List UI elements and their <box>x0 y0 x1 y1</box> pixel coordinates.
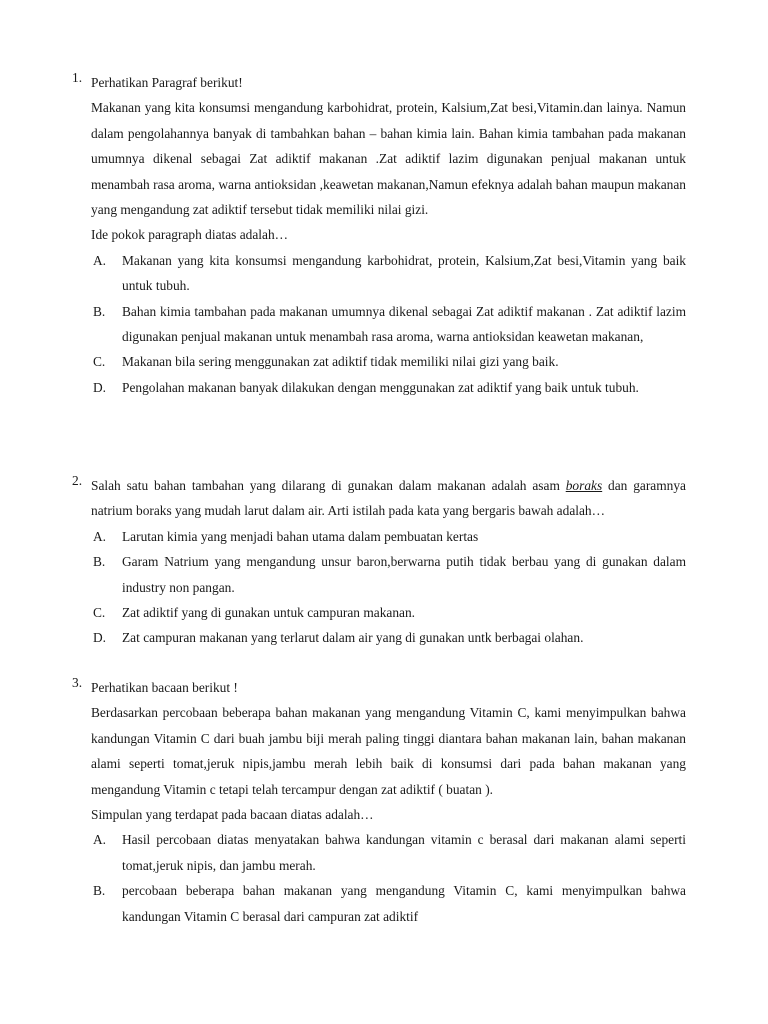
option-text: Zat adiktif yang di gunakan untuk campuran makanan. <box>122 605 416 621</box>
question-number: 2. <box>72 473 83 488</box>
answer-option-b <box>91 299 686 350</box>
option-letter: D. <box>93 379 107 395</box>
option-text: Makanan bila sering menggunakan zat adiktif tidak memiliki nilai gizi yang baik. <box>122 354 559 370</box>
option-letter: A. <box>93 528 107 544</box>
answer-option-a <box>91 524 686 549</box>
option-letter: A. <box>93 832 107 848</box>
question-3 <box>0 675 768 929</box>
option-text: Pengolahan makanan banyak dilakukan dengan menggunakan zat adiktif yang baik untuk tubuh. <box>122 379 639 395</box>
answer-option-a <box>91 827 686 878</box>
option-text: Hasil percobaan diatas menyatakan bahwa kandungan vitamin c berasal dari makanan alami seperti tomat,jeruk nipis, dan jambu merah. <box>122 832 686 873</box>
question-prompt: Simpulan yang terdapat pada bacaan diatas adalah… <box>91 807 374 823</box>
question-number: 1. <box>72 70 83 85</box>
stem-text-before: Salah satu bahan tambahan yang dilarang di gunakan dalam makanan adalah asam <box>91 478 566 493</box>
question-number: 3. <box>72 675 83 690</box>
question-paragraph: Berdasarkan percobaan beberapa bahan makanan yang mengandung Vitamin C, kami menyimpulkan bahwa kandungan Vitamin C dari buah jambu biji merah paling tinggi diantara bahan makanan lain, bahan makanan alami seperti tomat,jeruk nipis,jambu merah lebih baik di konsumsi dari pada bahan makanan yang mengandung Vitamin c tetapi telah tercampur dengan zat adiktif ( buatan ). <box>91 705 686 797</box>
option-text: Bahan kimia tambahan pada makanan umumnya dikenal sebagai Zat adiktif makanan . Zat adiktif lazim digunakan penjual makanan untuk menambah rasa aroma, warna antioksidan keawetan makanan, <box>122 303 686 345</box>
option-text: Garam Natrium yang mengandung unsur baron,berwarna putih tidak berbau yang di gunakan dalam industry non pangan. <box>122 554 686 595</box>
option-letter: B. <box>93 883 106 899</box>
option-letter: B. <box>93 554 106 570</box>
question-prompt: Ide pokok paragraph diatas adalah… <box>91 227 289 243</box>
answer-option-d <box>91 375 686 400</box>
underlined-term: boraks <box>565 478 603 493</box>
stem-text-after: dan garamnya natrium boraks yang mudah larut dalam air. Arti istilah pada kata yang bergaris bawah adalah… <box>91 478 686 519</box>
option-text: percobaan beberapa bahan makanan yang mengandung Vitamin C, kami menyimpulkan bahwa kandungan Vitamin C berasal dari campuran zat adiktif <box>122 883 686 924</box>
answer-option-c <box>91 349 686 374</box>
answer-option-b <box>91 549 686 600</box>
option-text: Larutan kimia yang menjadi bahan utama dalam pembuatan kertas <box>122 528 479 544</box>
answer-option-c <box>91 600 686 625</box>
question-2 <box>0 473 768 651</box>
answer-option-d <box>91 625 686 650</box>
option-text: Zat campuran makanan yang terlarut dalam air yang di gunakan untk berbagai olahan. <box>122 630 584 646</box>
option-letter: A. <box>93 252 107 268</box>
question-intro: Perhatikan bacaan berikut ! <box>91 680 238 695</box>
option-letter: D. <box>93 630 107 646</box>
option-text: Makanan yang kita konsumsi mengandung karbohidrat, protein, Kalsium,Zat besi,Vitamin yang baik untuk tubuh. <box>122 252 686 294</box>
option-letter: B. <box>93 303 106 319</box>
question-intro: Perhatikan Paragraf berikut! <box>91 75 243 90</box>
question-stem <box>91 473 686 524</box>
question-1 <box>0 70 768 400</box>
answer-option-a <box>91 248 686 299</box>
option-letter: C. <box>93 354 106 370</box>
option-letter: C. <box>93 605 106 621</box>
answer-option-b <box>91 878 686 929</box>
question-paragraph: Makanan yang kita konsumsi mengandung karbohidrat, protein, Kalsium,Zat besi,Vitamin.dan lainya. Namun dalam pengolahannya banyak di tambahkan bahan – bahan kimia lain. Bahan kimia tambahan pada makanan umumnya dikenal sebagai Zat adiktif makanan .Zat adiktif lazim digunakan penjual makanan untuk menambah rasa aroma, warna antioksidan ,keawetan makanan,Namun efeknya adalah bahan maupun makanan yang mengandung zat adiktif tersebut tidak memiliki nilai gizi. <box>91 100 686 218</box>
